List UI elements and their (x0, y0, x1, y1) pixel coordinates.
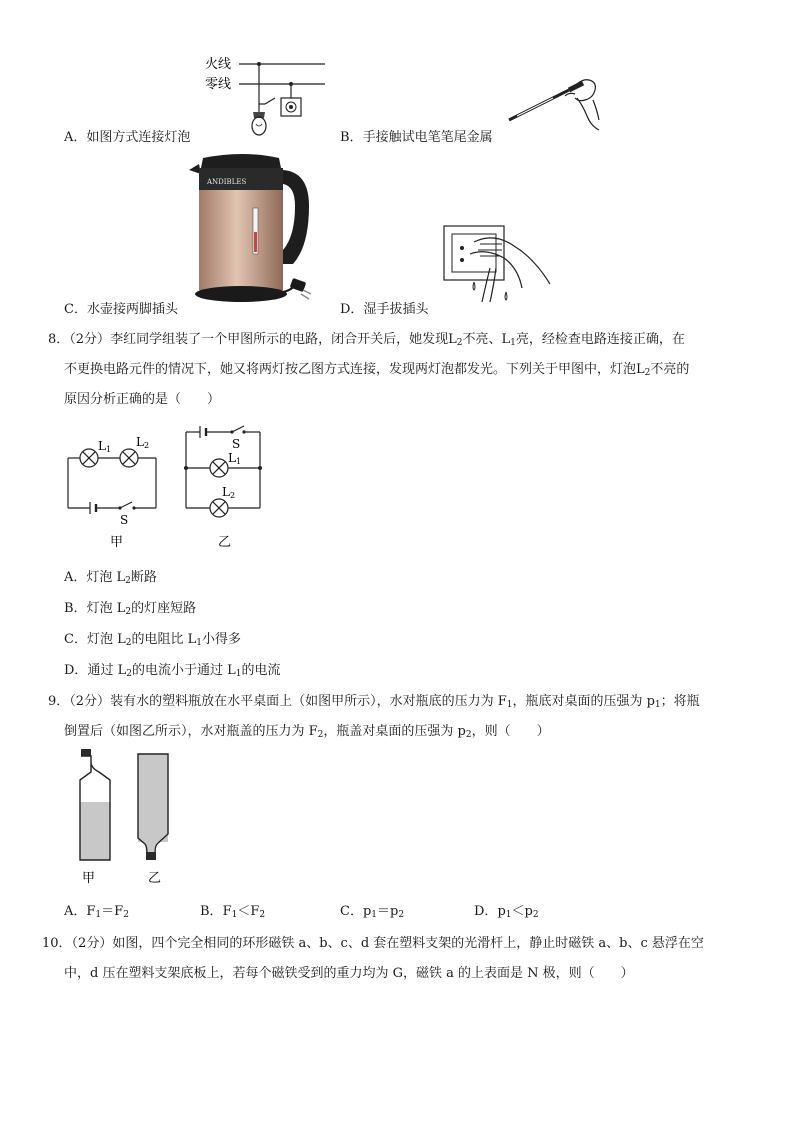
caption-yi: 乙 (148, 871, 162, 886)
figure-wiring-diagram (195, 52, 335, 140)
kettle-brand: ANDIBLES (207, 178, 247, 186)
neutral-wire-label: 零线 (205, 77, 232, 92)
live-wire-label: 火线 (205, 57, 232, 72)
q8-option-d[interactable]: D．通过 $L_2$的电流小于通过 $L_1$的电流 (64, 663, 281, 679)
caption-jia: 甲 (82, 871, 96, 886)
q9-bottle-figure (62, 748, 182, 890)
bottle-yi (138, 754, 168, 860)
q8-stem-line-1: 8．（2分）李红同学组装了一个甲图所示的电路，闭合开关后，她发现$L_2$不亮、$L_1$亮，经检查电路连接正确，在 (48, 332, 685, 348)
caption-jia: 甲 (110, 535, 124, 550)
figure-wet-hand-plug (440, 220, 560, 312)
svg-text:S: S (232, 437, 241, 451)
q8-option-a[interactable]: A．灯泡 $L_2$断路 (64, 570, 157, 586)
bottle-jia (80, 749, 110, 860)
q7-option-b[interactable]: B．手接触试电笔笔尾金属 (340, 130, 493, 145)
q7-option-a[interactable]: A．如图方式连接灯泡 (64, 130, 191, 145)
q8-option-c[interactable]: C．灯泡 $L_2$的电阻比 $L_1$小得多 (64, 632, 241, 648)
svg-text:L2: L2 (136, 435, 150, 450)
q10-stem-line-1: 10．（2分）如图，四个完全相同的环形磁铁 a、b、c、d 套在塑料支架的光滑杆上，静止时磁铁 a、b、c 悬浮在空 (42, 936, 704, 951)
svg-text:L1: L1 (228, 451, 242, 466)
q9-option-a[interactable]: A．$F_1=F_2$ (64, 904, 129, 920)
q8-option-b[interactable]: B．灯泡 $L_2$的灯座短路 (64, 601, 197, 617)
q10-stem-line-2: 中，d 压在塑料支架底板上，若每个磁铁受到的重力均为 G，磁铁 a 的上表面是 N 极，则（ ） (64, 966, 634, 981)
q9-option-c[interactable]: C．$p_1=p_2$ (340, 904, 405, 920)
figure-test-pen (505, 70, 610, 140)
caption-yi: 乙 (218, 535, 232, 550)
figure-kettle (185, 152, 315, 310)
q9-stem-line-2: 倒置后（如图乙所示），水对瓶盖的压力为 $F_2$，瓶盖对桌面的压强为 $p_2$，则（ ） (64, 724, 550, 740)
q8-stem-line-2: 不更换电路元件的情况下，她又将两灯按乙图方式连接，发现两灯泡都发光。下列关于甲图中，灯泡$L_2$不亮的 (64, 362, 690, 378)
q7-option-d[interactable]: D．湿手拔插头 (340, 302, 429, 317)
q9-option-b[interactable]: B．$F_1<F_2$ (200, 904, 266, 920)
q8-circuit-figure (60, 422, 280, 550)
q8-stem-line-3: 原因分析正确的是（ ） (64, 392, 221, 407)
svg-text:S: S (120, 513, 129, 527)
circuit-yi (186, 426, 260, 517)
q9-stem-line-1: 9．（2分）装有水的塑料瓶放在水平桌面上（如图甲所示），水对瓶底的压力为 $F_1$，瓶底对桌面的压强为 $p_1$；将瓶 (48, 694, 700, 710)
circuit-jia (68, 449, 156, 514)
q7-option-c[interactable]: C．水壶接两脚插头 (64, 302, 178, 317)
svg-text:L2: L2 (222, 485, 236, 500)
q9-option-d[interactable]: D．$p_1<p_2$ (474, 904, 539, 920)
svg-text:L1: L1 (98, 439, 112, 454)
